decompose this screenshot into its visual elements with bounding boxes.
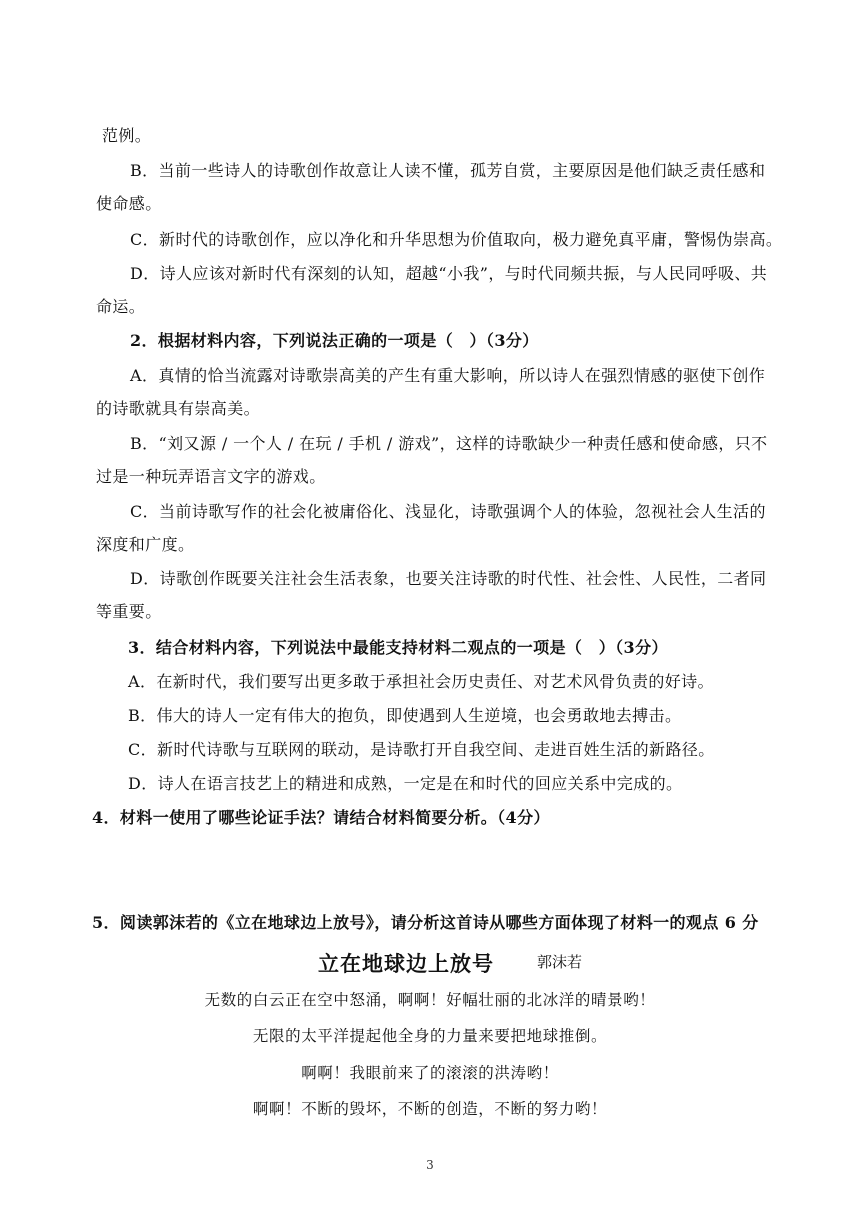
q3-option-d: D．诗人在语言技艺上的精进和成熟，一定是在和时代的回应关系中完成的。 [128,774,683,793]
q1-option-b: B．当前一些诗人的诗歌创作故意让人读不懂，孤芳自赏，主要原因是他们缺乏责任感和 [130,161,766,180]
q2-option-d-continuation: 等重要。 [96,602,162,621]
q2-option-a: A．真情的恰当流露对诗歌崇高美的产生有重大影响，所以诗人在强烈情感的驱使下创作 [130,366,766,385]
q2-option-b-continuation: 过是一种玩弄语言文字的游戏。 [96,467,326,486]
question-3: 3．结合材料内容，下列说法中最能支持材料二观点的一项是（ ）（3分） [128,638,668,657]
q2-option-c-continuation: 深度和广度。 [96,535,195,554]
q1-option-d-continuation: 命运。 [96,297,146,316]
question-2: 2．根据材料内容，下列说法正确的一项是（ ）（3分） [130,331,539,350]
poem-title: 立在地球边上放号 [318,951,494,976]
question-5: 5．阅读郭沫若的《立在地球边上放号》，请分析这首诗从哪些方面体现了材料一的观点 6 分 [92,913,759,932]
q3-option-c: C．新时代诗歌与互联网的联动，是诗歌打开自我空间、走进百姓生活的新路径。 [128,740,715,759]
q2-option-c: C．当前诗歌写作的社会化被庸俗化、浅显化，诗歌强调个人的体验，忽视社会人生活的 [130,502,766,521]
poem-line: 啊啊！我眼前来了的滚滚的洪涛哟！ [301,1064,559,1082]
q1-option-b-continuation: 使命感。 [96,194,162,213]
question-4: 4．材料一使用了哪些论证手法？请结合材料简要分析。（4分） [92,808,550,827]
q2-option-b: B．“刘又源 / 一个人 / 在玩 / 手机 / 游戏”，这样的诗歌缺少一种责任感和使命感，只不 [130,434,768,453]
q3-option-b: B．伟大的诗人一定有伟大的抱负，即使遇到人生逆境，也会勇敢地去搏击。 [128,706,682,725]
poem-line: 无数的白云正在空中怒涌，啊啊！好幅壮丽的北冰洋的晴景哟！ [204,991,656,1009]
q1-option-c: C．新时代的诗歌创作，应以净化和升华思想为价值取向，极力避免真平庸，警惕伪崇高。 [130,230,783,249]
q1-option-d: D．诗人应该对新时代有深刻的认知，超越“小我”，与时代同频共振，与人民同呼吸、共 [130,264,768,283]
poem-line: 啊啊！不断的毁坏，不断的创造，不断的努力哟！ [252,1100,608,1118]
q3-option-a: A．在新时代，我们要写出更多敢于承担社会历史责任、对艺术风骨负责的好诗。 [128,672,714,691]
page-number: 3 [426,1158,434,1172]
poem-line: 无限的太平洋提起他全身的力量来要把地球推倒。 [252,1027,608,1045]
q2-option-d: D．诗歌创作既要关注社会生活表象，也要关注诗歌的时代性、社会性、人民性，二者同 [130,569,767,588]
option-a-continuation: 范例。 [102,126,152,145]
q2-option-a-continuation: 的诗歌就具有崇高美。 [96,399,261,418]
poem-author: 郭沫若 [537,953,583,971]
